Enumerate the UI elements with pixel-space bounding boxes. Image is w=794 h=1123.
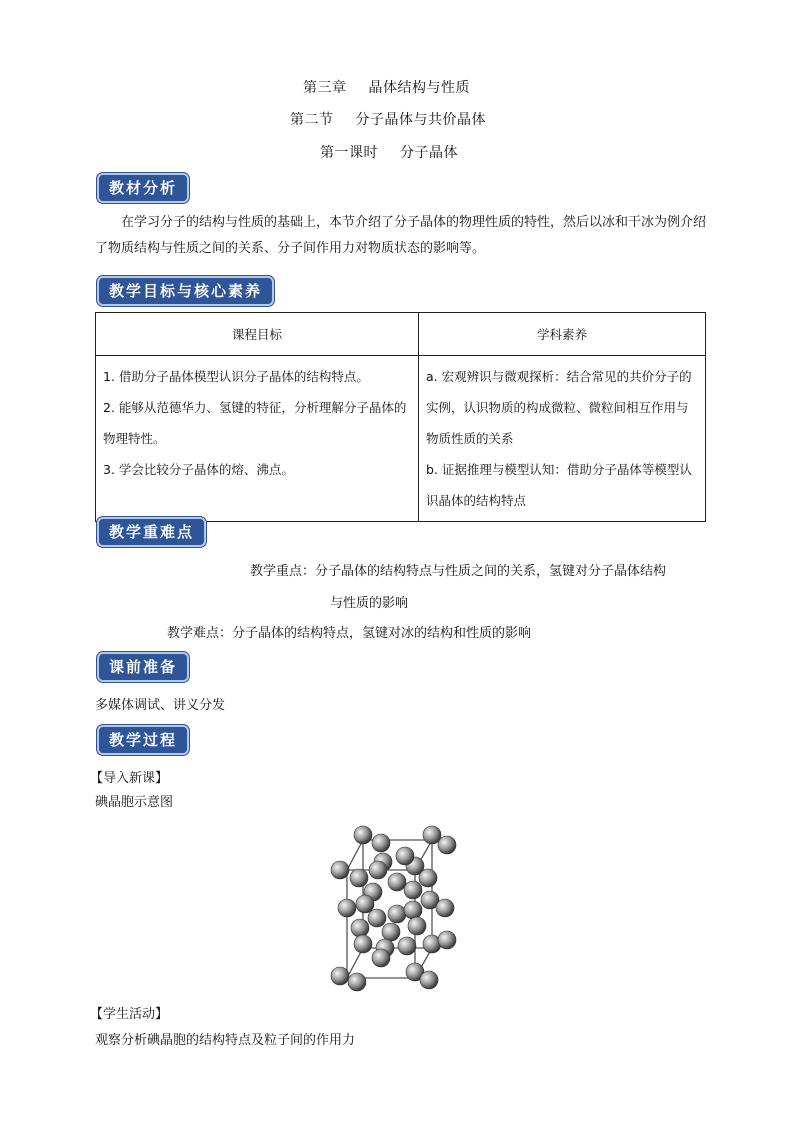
section-title	[290, 109, 486, 129]
lesson-number: 第一课时	[320, 145, 378, 161]
intro-label: 【导入新课】	[90, 771, 169, 786]
iodine-unit-cell-figure	[325, 820, 465, 992]
activity-label: 【学生活动】	[90, 1007, 169, 1022]
chapter-name: 晶体结构与性质	[368, 80, 470, 96]
course-goal-item: 1. 借助分子晶体模型认识分子晶体的结构特点。	[103, 369, 369, 384]
heading-process: 教学过程	[97, 725, 189, 755]
heading-key-points: 教学重难点	[97, 517, 206, 547]
iodine-atoms	[331, 826, 456, 991]
section-name: 分子晶体与共价晶体	[355, 112, 486, 128]
focus-line-2: 与性质的影响	[330, 596, 409, 611]
literacy-item: b. 证据推理与模型认知：借助分子晶体等模型认识晶体的结构特点	[426, 462, 692, 508]
col-header-subject-literacy: 学科素养	[419, 313, 706, 356]
heading-analysis: 教材分析	[97, 173, 189, 203]
heading-goals: 教学目标与核心素养	[97, 276, 274, 306]
activity-text: 观察分析碘晶胞的结构特点及粒子间的作用力	[95, 1033, 356, 1048]
course-goals-cell	[96, 356, 419, 522]
course-goal-item: 3. 学会比较分子晶体的熔、沸点。	[103, 462, 294, 477]
chapter-number: 第三章	[303, 80, 347, 96]
prep-text: 多媒体调试、讲义分发	[95, 698, 226, 713]
literacy-item: a. 宏观辨识与微观探析：结合常见的共价分子的实例，认识物质的构成微粒、微粒间相互作用与物质性质的关系	[426, 369, 692, 446]
heading-prep: 课前准备	[97, 652, 189, 682]
col-header-course-goals: 课程目标	[96, 313, 419, 356]
section-number: 第二节	[290, 112, 334, 128]
course-goal-item: 2. 能够从范德华力、氢键的特征，分析理解分子晶体的物理特性。	[103, 400, 407, 446]
lesson-title	[320, 142, 458, 162]
lesson-name: 分子晶体	[400, 145, 458, 161]
focus-line-1: 教学重点：分子晶体的结构特点与性质之间的关系，氢键对分子晶体结构	[250, 564, 667, 579]
chapter-title	[303, 77, 470, 97]
difficulty-line: 教学难点：分子晶体的结构特点，氢键对冰的结构和性质的影响	[167, 626, 532, 641]
analysis-text: 在学习分子的结构与性质的基础上，本节介绍了分子晶体的物理性质的特性，然后以冰和干冰为例介绍了物质结构与性质之间的关系、分子间作用力对物质状态的影响等。	[95, 215, 707, 256]
subject-literacy-cell	[419, 356, 706, 522]
goals-table	[95, 312, 706, 522]
figure-caption: 碘晶胞示意图	[95, 795, 174, 810]
